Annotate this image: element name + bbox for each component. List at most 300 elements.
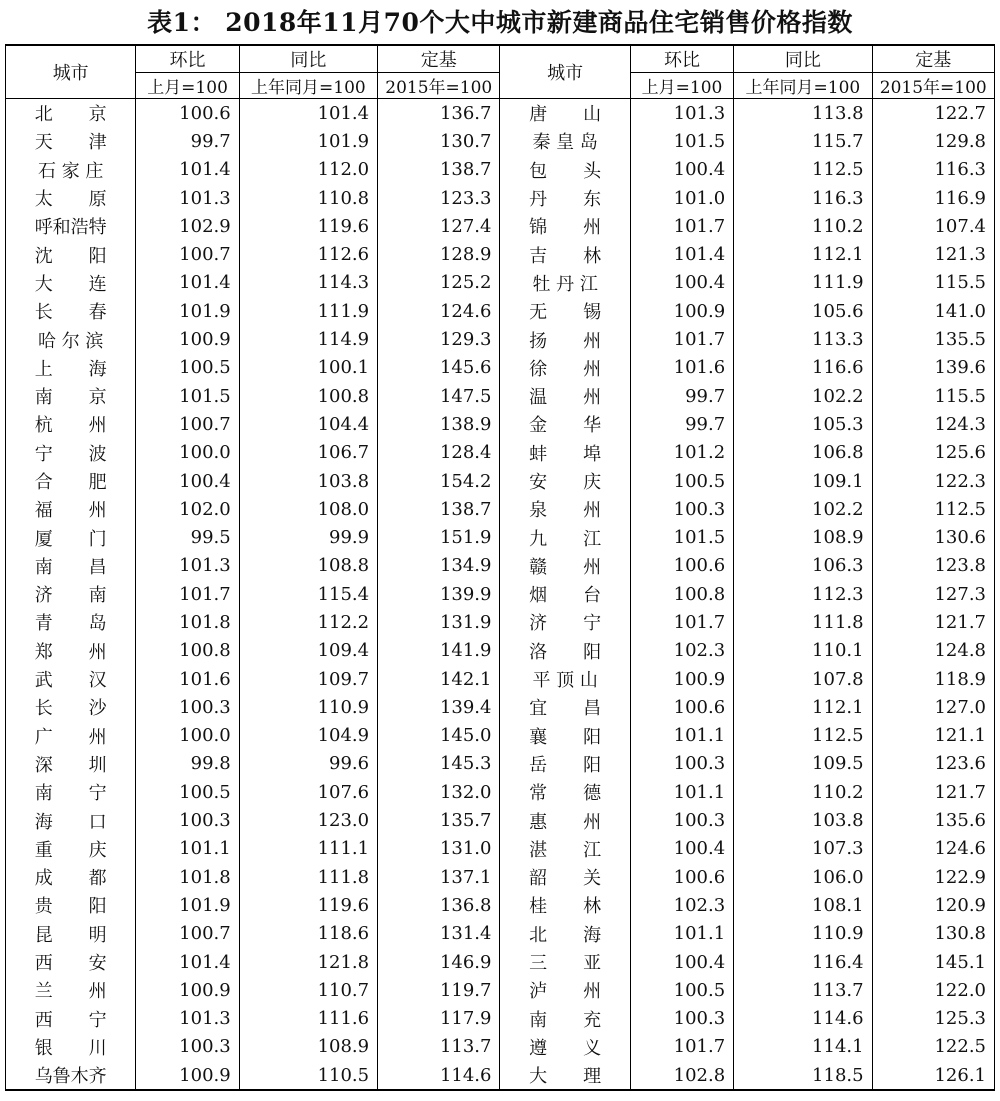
table-row	[6, 184, 995, 212]
right-base-cell: 129.8	[872, 127, 994, 155]
right-yoy-cell: 110.9	[734, 920, 872, 948]
left-yoy-cell: 114.9	[239, 325, 377, 353]
right-mom-cell: 100.6	[630, 552, 733, 580]
subheader-mom-right: 上月=100	[630, 73, 733, 99]
right-yoy-cell: 105.6	[734, 297, 872, 325]
left-yoy-cell: 108.0	[239, 495, 377, 523]
right-base-cell: 118.9	[872, 665, 994, 693]
right-yoy-cell: 110.2	[734, 778, 872, 806]
left-yoy-cell: 110.7	[239, 976, 377, 1004]
left-base-cell: 132.0	[378, 778, 500, 806]
left-mom-cell: 100.5	[136, 778, 239, 806]
left-yoy-cell: 103.8	[239, 467, 377, 495]
left-base-cell: 114.6	[378, 1061, 500, 1090]
right-mom-cell: 101.7	[630, 1033, 733, 1061]
left-mom-cell: 99.5	[136, 523, 239, 551]
left-base-cell: 131.9	[378, 608, 500, 636]
left-city-cell: 天 津	[6, 127, 136, 155]
left-mom-cell: 100.7	[136, 240, 239, 268]
left-city-cell: 呼和浩特	[6, 212, 136, 240]
left-yoy-cell: 119.6	[239, 212, 377, 240]
right-mom-cell: 100.9	[630, 297, 733, 325]
right-city-cell: 韶 关	[500, 863, 630, 891]
left-yoy-cell: 99.9	[239, 523, 377, 551]
right-yoy-cell: 114.1	[734, 1033, 872, 1061]
right-city-cell: 唐 山	[500, 99, 630, 128]
left-base-cell: 139.9	[378, 580, 500, 608]
right-yoy-cell: 113.7	[734, 976, 872, 1004]
left-base-cell: 146.9	[378, 948, 500, 976]
left-base-cell: 137.1	[378, 863, 500, 891]
left-mom-cell: 101.7	[136, 580, 239, 608]
right-city-cell: 扬 州	[500, 325, 630, 353]
left-city-cell: 贵 阳	[6, 891, 136, 919]
right-yoy-cell: 105.3	[734, 410, 872, 438]
right-base-cell: 116.3	[872, 156, 994, 184]
left-base-cell: 138.7	[378, 156, 500, 184]
left-base-cell: 135.7	[378, 806, 500, 834]
left-yoy-cell: 110.8	[239, 184, 377, 212]
subheader-yoy-right: 上年同月=100	[734, 73, 872, 99]
right-city-cell: 三 亚	[500, 948, 630, 976]
table-row	[6, 891, 995, 919]
table-row	[6, 1005, 995, 1033]
table-row	[6, 608, 995, 636]
table-row	[6, 863, 995, 891]
table-row	[6, 976, 995, 1004]
right-yoy-cell: 109.1	[734, 467, 872, 495]
left-base-cell: 128.4	[378, 439, 500, 467]
right-base-cell: 135.6	[872, 806, 994, 834]
left-base-cell: 127.4	[378, 212, 500, 240]
right-mom-cell: 102.8	[630, 1061, 733, 1090]
right-mom-cell: 100.6	[630, 693, 733, 721]
right-yoy-cell: 116.3	[734, 184, 872, 212]
left-yoy-cell: 111.1	[239, 835, 377, 863]
table-row	[6, 722, 995, 750]
price-index-table	[5, 44, 995, 1091]
right-city-cell: 南 充	[500, 1005, 630, 1033]
right-city-cell: 平 顶 山	[500, 665, 630, 693]
left-city-cell: 上 海	[6, 354, 136, 382]
left-city-cell: 太 原	[6, 184, 136, 212]
right-city-cell: 丹 东	[500, 184, 630, 212]
table-row	[6, 467, 995, 495]
right-city-cell: 惠 州	[500, 806, 630, 834]
header-mom-left: 环比	[136, 45, 239, 73]
right-city-cell: 牡 丹 江	[500, 269, 630, 297]
right-base-cell: 122.0	[872, 976, 994, 1004]
right-yoy-cell: 107.3	[734, 835, 872, 863]
right-mom-cell: 101.1	[630, 920, 733, 948]
header-base-left: 定基	[378, 45, 500, 73]
right-city-cell: 无 锡	[500, 297, 630, 325]
right-city-cell: 徐 州	[500, 354, 630, 382]
right-base-cell: 124.6	[872, 835, 994, 863]
right-base-cell: 130.8	[872, 920, 994, 948]
right-mom-cell: 101.6	[630, 354, 733, 382]
left-base-cell: 134.9	[378, 552, 500, 580]
right-city-cell: 安 庆	[500, 467, 630, 495]
left-city-cell: 南 昌	[6, 552, 136, 580]
left-yoy-cell: 112.2	[239, 608, 377, 636]
left-mom-cell: 100.6	[136, 99, 239, 128]
right-base-cell: 107.4	[872, 212, 994, 240]
table-row	[6, 835, 995, 863]
table-row	[6, 269, 995, 297]
left-city-cell: 广 州	[6, 722, 136, 750]
right-city-cell: 泸 州	[500, 976, 630, 1004]
right-base-cell: 123.6	[872, 750, 994, 778]
right-mom-cell: 100.4	[630, 835, 733, 863]
left-yoy-cell: 107.6	[239, 778, 377, 806]
left-yoy-cell: 108.8	[239, 552, 377, 580]
right-mom-cell: 101.1	[630, 778, 733, 806]
table-row	[6, 410, 995, 438]
left-mom-cell: 102.0	[136, 495, 239, 523]
left-base-cell: 136.7	[378, 99, 500, 128]
left-mom-cell: 101.9	[136, 297, 239, 325]
right-base-cell: 123.8	[872, 552, 994, 580]
right-base-cell: 116.9	[872, 184, 994, 212]
left-mom-cell: 101.4	[136, 948, 239, 976]
left-city-cell: 兰 州	[6, 976, 136, 1004]
table-row	[6, 778, 995, 806]
subheader-yoy-left: 上年同月=100	[239, 73, 377, 99]
left-base-cell: 130.7	[378, 127, 500, 155]
left-mom-cell: 101.4	[136, 156, 239, 184]
left-base-cell: 145.0	[378, 722, 500, 750]
left-base-cell: 129.3	[378, 325, 500, 353]
right-yoy-cell: 118.5	[734, 1061, 872, 1090]
left-city-cell: 乌鲁木齐	[6, 1061, 136, 1090]
right-yoy-cell: 108.1	[734, 891, 872, 919]
right-yoy-cell: 106.3	[734, 552, 872, 580]
subheader-mom-left: 上月=100	[136, 73, 239, 99]
right-base-cell: 122.5	[872, 1033, 994, 1061]
right-base-cell: 125.6	[872, 439, 994, 467]
table-row	[6, 382, 995, 410]
right-base-cell: 127.3	[872, 580, 994, 608]
right-base-cell: 122.7	[872, 99, 994, 128]
right-mom-cell: 101.7	[630, 325, 733, 353]
left-mom-cell: 100.5	[136, 354, 239, 382]
right-city-cell: 秦 皇 岛	[500, 127, 630, 155]
right-base-cell: 120.9	[872, 891, 994, 919]
left-yoy-cell: 100.1	[239, 354, 377, 382]
right-base-cell: 121.3	[872, 240, 994, 268]
right-mom-cell: 99.7	[630, 382, 733, 410]
right-yoy-cell: 106.8	[734, 439, 872, 467]
right-mom-cell: 101.5	[630, 523, 733, 551]
left-mom-cell: 100.9	[136, 976, 239, 1004]
right-city-cell: 九 江	[500, 523, 630, 551]
left-city-cell: 合 肥	[6, 467, 136, 495]
right-yoy-cell: 108.9	[734, 523, 872, 551]
right-mom-cell: 100.4	[630, 156, 733, 184]
left-base-cell: 131.0	[378, 835, 500, 863]
table-row	[6, 495, 995, 523]
right-mom-cell: 100.4	[630, 269, 733, 297]
table-title: 表1： 2018年11月70个大中城市新建商品住宅销售价格指数	[147, 8, 853, 37]
left-mom-cell: 100.4	[136, 467, 239, 495]
right-base-cell: 124.3	[872, 410, 994, 438]
left-base-cell: 136.8	[378, 891, 500, 919]
left-base-cell: 125.2	[378, 269, 500, 297]
left-city-cell: 南 宁	[6, 778, 136, 806]
header-city-left: 城市	[6, 45, 136, 99]
left-mom-cell: 102.9	[136, 212, 239, 240]
table-row	[6, 806, 995, 834]
left-city-cell: 福 州	[6, 495, 136, 523]
left-yoy-cell: 114.3	[239, 269, 377, 297]
right-yoy-cell: 111.8	[734, 608, 872, 636]
left-base-cell: 113.7	[378, 1033, 500, 1061]
right-yoy-cell: 106.0	[734, 863, 872, 891]
left-base-cell: 124.6	[378, 297, 500, 325]
right-base-cell: 112.5	[872, 495, 994, 523]
right-city-cell: 包 头	[500, 156, 630, 184]
right-yoy-cell: 112.1	[734, 240, 872, 268]
left-yoy-cell: 121.8	[239, 948, 377, 976]
right-yoy-cell: 109.5	[734, 750, 872, 778]
right-mom-cell: 100.3	[630, 750, 733, 778]
right-base-cell: 125.3	[872, 1005, 994, 1033]
left-base-cell: 119.7	[378, 976, 500, 1004]
left-mom-cell: 100.0	[136, 439, 239, 467]
table-row	[6, 920, 995, 948]
right-base-cell: 115.5	[872, 269, 994, 297]
left-yoy-cell: 112.0	[239, 156, 377, 184]
left-mom-cell: 99.7	[136, 127, 239, 155]
right-mom-cell: 100.9	[630, 665, 733, 693]
right-city-cell: 洛 阳	[500, 637, 630, 665]
left-base-cell: 154.2	[378, 467, 500, 495]
right-base-cell: 122.9	[872, 863, 994, 891]
right-mom-cell: 100.5	[630, 976, 733, 1004]
right-city-cell: 遵 义	[500, 1033, 630, 1061]
left-city-cell: 济 南	[6, 580, 136, 608]
right-yoy-cell: 114.6	[734, 1005, 872, 1033]
left-city-cell: 长 沙	[6, 693, 136, 721]
left-city-cell: 西 安	[6, 948, 136, 976]
left-yoy-cell: 109.7	[239, 665, 377, 693]
left-city-cell: 成 都	[6, 863, 136, 891]
table-row	[6, 127, 995, 155]
left-base-cell: 147.5	[378, 382, 500, 410]
right-yoy-cell: 113.3	[734, 325, 872, 353]
right-mom-cell: 101.5	[630, 127, 733, 155]
right-base-cell: 126.1	[872, 1061, 994, 1090]
left-mom-cell: 100.8	[136, 637, 239, 665]
right-city-cell: 桂 林	[500, 891, 630, 919]
left-base-cell: 145.6	[378, 354, 500, 382]
header-city-right: 城市	[500, 45, 630, 99]
left-yoy-cell: 112.6	[239, 240, 377, 268]
right-yoy-cell: 112.5	[734, 722, 872, 750]
right-base-cell: 121.7	[872, 778, 994, 806]
right-yoy-cell: 116.6	[734, 354, 872, 382]
right-city-cell: 吉 林	[500, 240, 630, 268]
left-city-cell: 长 春	[6, 297, 136, 325]
right-mom-cell: 100.3	[630, 1005, 733, 1033]
table-row	[6, 948, 995, 976]
left-yoy-cell: 119.6	[239, 891, 377, 919]
left-mom-cell: 100.7	[136, 410, 239, 438]
left-city-cell: 厦 门	[6, 523, 136, 551]
left-city-cell: 青 岛	[6, 608, 136, 636]
right-yoy-cell: 102.2	[734, 495, 872, 523]
right-mom-cell: 101.0	[630, 184, 733, 212]
table-row	[6, 580, 995, 608]
right-base-cell: 122.3	[872, 467, 994, 495]
left-yoy-cell: 104.4	[239, 410, 377, 438]
subheader-base-left: 2015年=100	[378, 73, 500, 99]
right-yoy-cell: 112.3	[734, 580, 872, 608]
right-mom-cell: 101.7	[630, 608, 733, 636]
right-yoy-cell: 107.8	[734, 665, 872, 693]
right-city-cell: 宜 昌	[500, 693, 630, 721]
right-city-cell: 大 理	[500, 1061, 630, 1090]
left-mom-cell: 100.9	[136, 325, 239, 353]
left-city-cell: 深 圳	[6, 750, 136, 778]
left-mom-cell: 100.7	[136, 920, 239, 948]
left-mom-cell: 101.9	[136, 891, 239, 919]
left-yoy-cell: 115.4	[239, 580, 377, 608]
left-city-cell: 大 连	[6, 269, 136, 297]
left-base-cell: 141.9	[378, 637, 500, 665]
left-city-cell: 西 宁	[6, 1005, 136, 1033]
right-city-cell: 金 华	[500, 410, 630, 438]
right-yoy-cell: 102.2	[734, 382, 872, 410]
left-base-cell: 138.7	[378, 495, 500, 523]
left-yoy-cell: 106.7	[239, 439, 377, 467]
left-base-cell: 142.1	[378, 665, 500, 693]
right-mom-cell: 99.7	[630, 410, 733, 438]
left-mom-cell: 101.8	[136, 608, 239, 636]
left-mom-cell: 101.4	[136, 269, 239, 297]
right-mom-cell: 101.3	[630, 99, 733, 128]
table-row	[6, 240, 995, 268]
right-city-cell: 济 宁	[500, 608, 630, 636]
table-row	[6, 354, 995, 382]
left-yoy-cell: 109.4	[239, 637, 377, 665]
left-city-cell: 昆 明	[6, 920, 136, 948]
right-city-cell: 锦 州	[500, 212, 630, 240]
left-city-cell: 沈 阳	[6, 240, 136, 268]
left-city-cell: 重 庆	[6, 835, 136, 863]
left-base-cell: 145.3	[378, 750, 500, 778]
right-mom-cell: 100.8	[630, 580, 733, 608]
right-mom-cell: 101.4	[630, 240, 733, 268]
right-city-cell: 烟 台	[500, 580, 630, 608]
left-yoy-cell: 111.8	[239, 863, 377, 891]
right-city-cell: 湛 江	[500, 835, 630, 863]
left-base-cell: 139.4	[378, 693, 500, 721]
right-city-cell: 赣 州	[500, 552, 630, 580]
right-city-cell: 蚌 埠	[500, 439, 630, 467]
left-city-cell: 银 川	[6, 1033, 136, 1061]
table-row	[6, 693, 995, 721]
right-base-cell: 115.5	[872, 382, 994, 410]
right-yoy-cell: 111.9	[734, 269, 872, 297]
left-yoy-cell: 111.9	[239, 297, 377, 325]
left-yoy-cell: 111.6	[239, 1005, 377, 1033]
table-row	[6, 1061, 995, 1090]
header-yoy-right: 同比	[734, 45, 872, 73]
right-yoy-cell: 103.8	[734, 806, 872, 834]
table-row	[6, 439, 995, 467]
right-base-cell: 139.6	[872, 354, 994, 382]
right-base-cell: 130.6	[872, 523, 994, 551]
left-yoy-cell: 101.9	[239, 127, 377, 155]
right-base-cell: 124.8	[872, 637, 994, 665]
left-yoy-cell: 100.8	[239, 382, 377, 410]
table-row	[6, 665, 995, 693]
right-city-cell: 温 州	[500, 382, 630, 410]
table-row	[6, 156, 995, 184]
left-city-cell: 北 京	[6, 99, 136, 128]
subheader-base-right: 2015年=100	[872, 73, 994, 99]
table-row	[6, 297, 995, 325]
right-mom-cell: 101.2	[630, 439, 733, 467]
left-yoy-cell: 118.6	[239, 920, 377, 948]
left-mom-cell: 100.3	[136, 1033, 239, 1061]
header-base-right: 定基	[872, 45, 994, 73]
right-mom-cell: 101.1	[630, 722, 733, 750]
right-base-cell: 135.5	[872, 325, 994, 353]
left-city-cell: 石 家 庄	[6, 156, 136, 184]
left-mom-cell: 100.0	[136, 722, 239, 750]
right-base-cell: 145.1	[872, 948, 994, 976]
left-mom-cell: 101.8	[136, 863, 239, 891]
left-base-cell: 128.9	[378, 240, 500, 268]
table-row	[6, 552, 995, 580]
left-base-cell: 138.9	[378, 410, 500, 438]
header-yoy-left: 同比	[239, 45, 377, 73]
right-mom-cell: 100.5	[630, 467, 733, 495]
left-city-cell: 海 口	[6, 806, 136, 834]
right-base-cell: 127.0	[872, 693, 994, 721]
right-mom-cell: 100.4	[630, 948, 733, 976]
left-mom-cell: 101.3	[136, 552, 239, 580]
right-yoy-cell: 115.7	[734, 127, 872, 155]
table-row	[6, 637, 995, 665]
left-base-cell: 131.4	[378, 920, 500, 948]
right-city-cell: 襄 阳	[500, 722, 630, 750]
left-yoy-cell: 123.0	[239, 806, 377, 834]
left-yoy-cell: 110.5	[239, 1061, 377, 1090]
right-yoy-cell: 110.2	[734, 212, 872, 240]
left-city-cell: 南 京	[6, 382, 136, 410]
left-city-cell: 武 汉	[6, 665, 136, 693]
left-mom-cell: 101.6	[136, 665, 239, 693]
left-mom-cell: 100.3	[136, 693, 239, 721]
table-row	[6, 523, 995, 551]
right-yoy-cell: 116.4	[734, 948, 872, 976]
table-row	[6, 1033, 995, 1061]
table-body	[6, 99, 995, 1091]
left-mom-cell: 101.1	[136, 835, 239, 863]
right-base-cell: 141.0	[872, 297, 994, 325]
left-yoy-cell: 108.9	[239, 1033, 377, 1061]
left-yoy-cell: 110.9	[239, 693, 377, 721]
right-mom-cell: 100.3	[630, 495, 733, 523]
left-mom-cell: 99.8	[136, 750, 239, 778]
table-row	[6, 750, 995, 778]
right-yoy-cell: 112.5	[734, 156, 872, 184]
left-mom-cell: 101.3	[136, 184, 239, 212]
